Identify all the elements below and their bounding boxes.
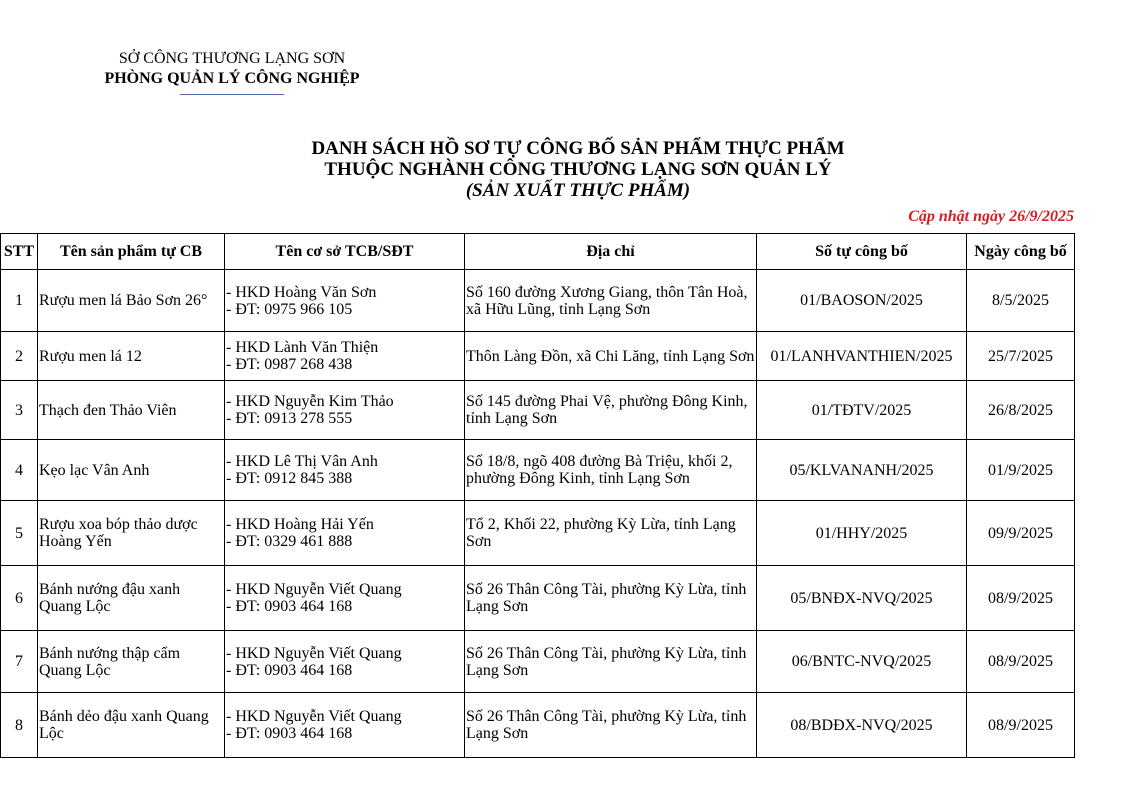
establishment-name: - HKD Nguyễn Viết Quang [226, 708, 402, 725]
cell-stt: 2 [1, 332, 38, 381]
cell-product: Bánh dẻo đậu xanh Quang Lộc [38, 693, 225, 758]
establishment-name: - HKD Lành Văn Thiện [226, 339, 379, 356]
cell-stt: 8 [1, 693, 38, 758]
cell-declaration-number: 01/TĐTV/2025 [757, 381, 967, 440]
cell-declaration-number: 06/BNTC-NVQ/2025 [757, 631, 967, 693]
cell-declaration-date: 26/8/2025 [967, 381, 1075, 440]
title-line-3: (SẢN XUẤT THỰC PHẨM) [465, 180, 691, 201]
column-header-establishment: Tên cơ sở TCB/SĐT [225, 234, 465, 270]
cell-product: Rượu xoa bóp thảo dược Hoàng Yến [38, 501, 225, 566]
cell-declaration-number: 01/BAOSON/2025 [757, 270, 967, 332]
table-row [1, 270, 1075, 332]
cell-establishment [225, 566, 465, 631]
cell-establishment [225, 440, 465, 501]
cell-declaration-number: 01/LANHVANTHIEN/2025 [757, 332, 967, 381]
cell-declaration-date: 01/9/2025 [967, 440, 1075, 501]
cell-establishment [225, 693, 465, 758]
establishment-phone: - ĐT: 0913 278 555 [226, 410, 353, 427]
table-row [1, 440, 1075, 501]
update-date-note: Cập nhật ngày 26/9/2025 [908, 208, 1074, 225]
cell-declaration-number: 05/KLVANANH/2025 [757, 440, 967, 501]
establishment-name: - HKD Nguyễn Viết Quang [226, 581, 402, 598]
establishment-name: - HKD Nguyễn Kim Thảo [226, 393, 394, 410]
cell-address: Thôn Làng Đồn, xã Chi Lăng, tỉnh Lạng Sơn [465, 332, 757, 381]
agency-header [92, 49, 372, 95]
establishment-phone: - ĐT: 0987 268 438 [226, 356, 353, 373]
cell-declaration-date: 08/9/2025 [967, 693, 1075, 758]
establishment-name: - HKD Nguyễn Viết Quang [226, 644, 402, 662]
cell-address: Số 26 Thân Công Tài, phường Kỳ Lừa, tỉnh Lạng Sơn [465, 693, 757, 758]
cell-establishment [225, 501, 465, 566]
header-divider [180, 94, 284, 95]
column-header-stt: STT [1, 234, 38, 270]
cell-address: Số 160 đường Xương Giang, thôn Tân Hoà, xã Hữu Lũng, tỉnh Lạng Sơn [465, 270, 757, 332]
table-header-row [1, 234, 1075, 270]
column-header-product: Tên sản phẩm tự CB [38, 234, 225, 270]
cell-stt: 5 [1, 501, 38, 566]
column-header-address: Địa chỉ [465, 234, 757, 270]
cell-address: Số 26 Thân Công Tài, phường Kỳ Lừa, tỉnh Lạng Sơn [465, 566, 757, 631]
cell-stt: 3 [1, 381, 38, 440]
cell-declaration-date: 8/5/2025 [967, 270, 1075, 332]
establishment-name: - HKD Lê Thị Vân Anh [226, 453, 378, 470]
document-title [0, 138, 1123, 201]
cell-declaration-number: 01/HHY/2025 [757, 501, 967, 566]
title-line-2: THUỘC NGHÀNH CÔNG THƯƠNG LẠNG SƠN QUẢN LÝ [324, 159, 832, 180]
table-row [1, 332, 1075, 381]
cell-declaration-date: 08/9/2025 [967, 631, 1075, 693]
column-header-declaration-date: Ngày công bố [967, 234, 1075, 270]
cell-product: Bánh nướng đậu xanh Quang Lộc [38, 566, 225, 631]
product-declaration-table [0, 233, 1075, 758]
cell-product: Bánh nướng thập cẩm Quang Lộc [38, 631, 225, 693]
department-name: PHÒNG QUẢN LÝ CÔNG NGHIỆP [104, 70, 360, 87]
establishment-name: - HKD Hoàng Văn Sơn [226, 283, 377, 301]
cell-stt: 4 [1, 440, 38, 501]
cell-stt: 7 [1, 631, 38, 693]
title-line-1: DANH SÁCH HỒ SƠ TỰ CÔNG BỐ SẢN PHẨM THỰC PHẨM [311, 138, 845, 159]
cell-product: Thạch đen Thảo Viên [38, 381, 225, 440]
cell-address: Số 18/8, ngõ 408 đường Bà Triệu, khối 2, phường Đông Kinh, tỉnh Lạng Sơn [465, 440, 757, 501]
table-row [1, 693, 1075, 758]
column-header-declaration-number: Số tự công bố [757, 234, 967, 270]
establishment-phone: - ĐT: 0903 464 168 [226, 661, 353, 679]
cell-declaration-number: 05/BNĐX-NVQ/2025 [757, 566, 967, 631]
cell-product: Rượu men lá Bảo Sơn 26° [38, 270, 225, 332]
establishment-phone: - ĐT: 0903 464 168 [226, 598, 353, 615]
cell-address: Số 145 đường Phai Vệ, phường Đông Kinh, tỉnh Lạng Sơn [465, 381, 757, 440]
cell-stt: 6 [1, 566, 38, 631]
table-row [1, 566, 1075, 631]
cell-establishment [225, 332, 465, 381]
cell-product: Kẹo lạc Vân Anh [38, 440, 225, 501]
cell-address: Số 26 Thân Công Tài, phường Kỳ Lừa, tỉnh Lạng Sơn [465, 631, 757, 693]
cell-declaration-date: 25/7/2025 [967, 332, 1075, 381]
cell-establishment [225, 381, 465, 440]
establishment-phone: - ĐT: 0903 464 168 [226, 725, 353, 742]
cell-declaration-number: 08/BDĐX-NVQ/2025 [757, 693, 967, 758]
establishment-phone: - ĐT: 0329 461 888 [226, 533, 353, 550]
cell-establishment [225, 631, 465, 693]
table-row [1, 631, 1075, 693]
table-row [1, 381, 1075, 440]
cell-establishment [225, 270, 465, 332]
establishment-phone: - ĐT: 0912 845 388 [226, 470, 353, 487]
cell-product: Rượu men lá 12 [38, 332, 225, 381]
agency-name: SỞ CÔNG THƯƠNG LẠNG SƠN [118, 50, 346, 67]
table-row [1, 501, 1075, 566]
cell-declaration-date: 08/9/2025 [967, 566, 1075, 631]
cell-stt: 1 [1, 270, 38, 332]
establishment-phone: - ĐT: 0975 966 105 [226, 300, 353, 318]
establishment-name: - HKD Hoàng Hải Yến [226, 516, 374, 533]
cell-declaration-date: 09/9/2025 [967, 501, 1075, 566]
cell-address: Tổ 2, Khối 22, phường Kỳ Lừa, tỉnh Lạng Sơn [465, 501, 757, 566]
